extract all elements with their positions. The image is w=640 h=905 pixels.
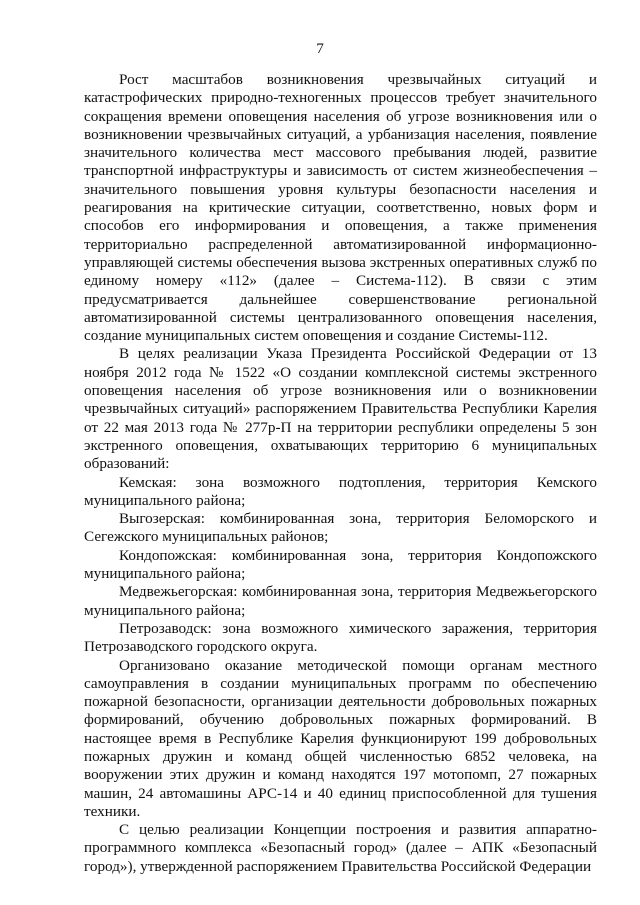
paragraph-decree-1522: В целях реализации Указа Президента Российской Федерации от 13 ноября 2012 года № 1522 «О создании комплексной системы экстренного оповещения населения об угрозе возникновения или о возникновении чрезвычайных ситуаций» распоряжением Правительства Республики Карелия от 22 мая 2013 года № 277р-П на территории республики определены 5 зон экстренного оповещения, охватывающих территорию 6 муниципальных образований: bbox=[84, 345, 597, 473]
zone-kondopozhskaya: Кондопожская: комбинированная зона, территория Кондопожского муниципального района; bbox=[84, 546, 597, 583]
zone-petrozavodsk: Петрозаводск: зона возможного химического заражения, территория Петрозаводского городского округа. bbox=[84, 619, 597, 656]
zone-vygozerskaya: Выгозерская: комбинированная зона, территория Беломорского и Сегежского муниципальных районов; bbox=[84, 510, 597, 546]
document-body bbox=[84, 71, 597, 876]
paragraph-safe-city: С целью реализации Концепции построения и развития аппаратно-программного комплекса «Безопасный город» (далее – АПК «Безопасный город»), утвержденной распоряжением Правительства Российской Федерации bbox=[84, 821, 597, 875]
paragraph-volunteer-fire: Организовано оказание методической помощи органам местного самоуправления в создании муниципальных программ по обеспечению пожарной безопасности, организации деятельности добровольных пожарных формирований, обучению добровольных пожарных формирований. В настоящее время в Республике Карелия функционируют 199 добровольных пожарных дружин и команд общей численностью 6852 человека, на вооружении этих дружин и команд находятся 197 мотопомп, 27 пожарных машин, 24 автомашины АРС-14 и 40 единиц приспособленной для тушения техники. bbox=[84, 656, 597, 820]
zone-kemskaya: Кемская: зона возможного подтопления, территория Кемского муниципального района; bbox=[84, 473, 597, 509]
zone-medvezhyegorskaya: Медвежьегорская: комбинированная зона, территория Медвежьегорского муниципального района; bbox=[84, 583, 597, 619]
paragraph-alert-systems: Рост масштабов возникновения чрезвычайных ситуаций и катастрофических природно-техногенных процессов требует значительного сокращения времени оповещения населения об угрозе возникновения или о возникновении чрезвычайных ситуаций, а урбанизация населения, появление значительного количества мест массового пребывания людей, развитие транспортной инфраструктуры и зависимость от систем жизнеобеспечения – значительного повышения уровня культуры безопасности населения и реагирования на критические ситуации, соответственно, новых форм и способов его информирования и оповещения, а также применения территориально распределенной автоматизированной информационно-управляющей системы обеспечения вызова экстренных оперативных служб по единому номеру «112» (далее – Система-112). В связи с этим предусматривается дальнейшее совершенствование региональной автоматизированной системы централизованного оповещения населения, создание муниципальных систем оповещения и создание Системы-112. bbox=[84, 71, 597, 345]
page-number: 7 bbox=[316, 40, 324, 57]
